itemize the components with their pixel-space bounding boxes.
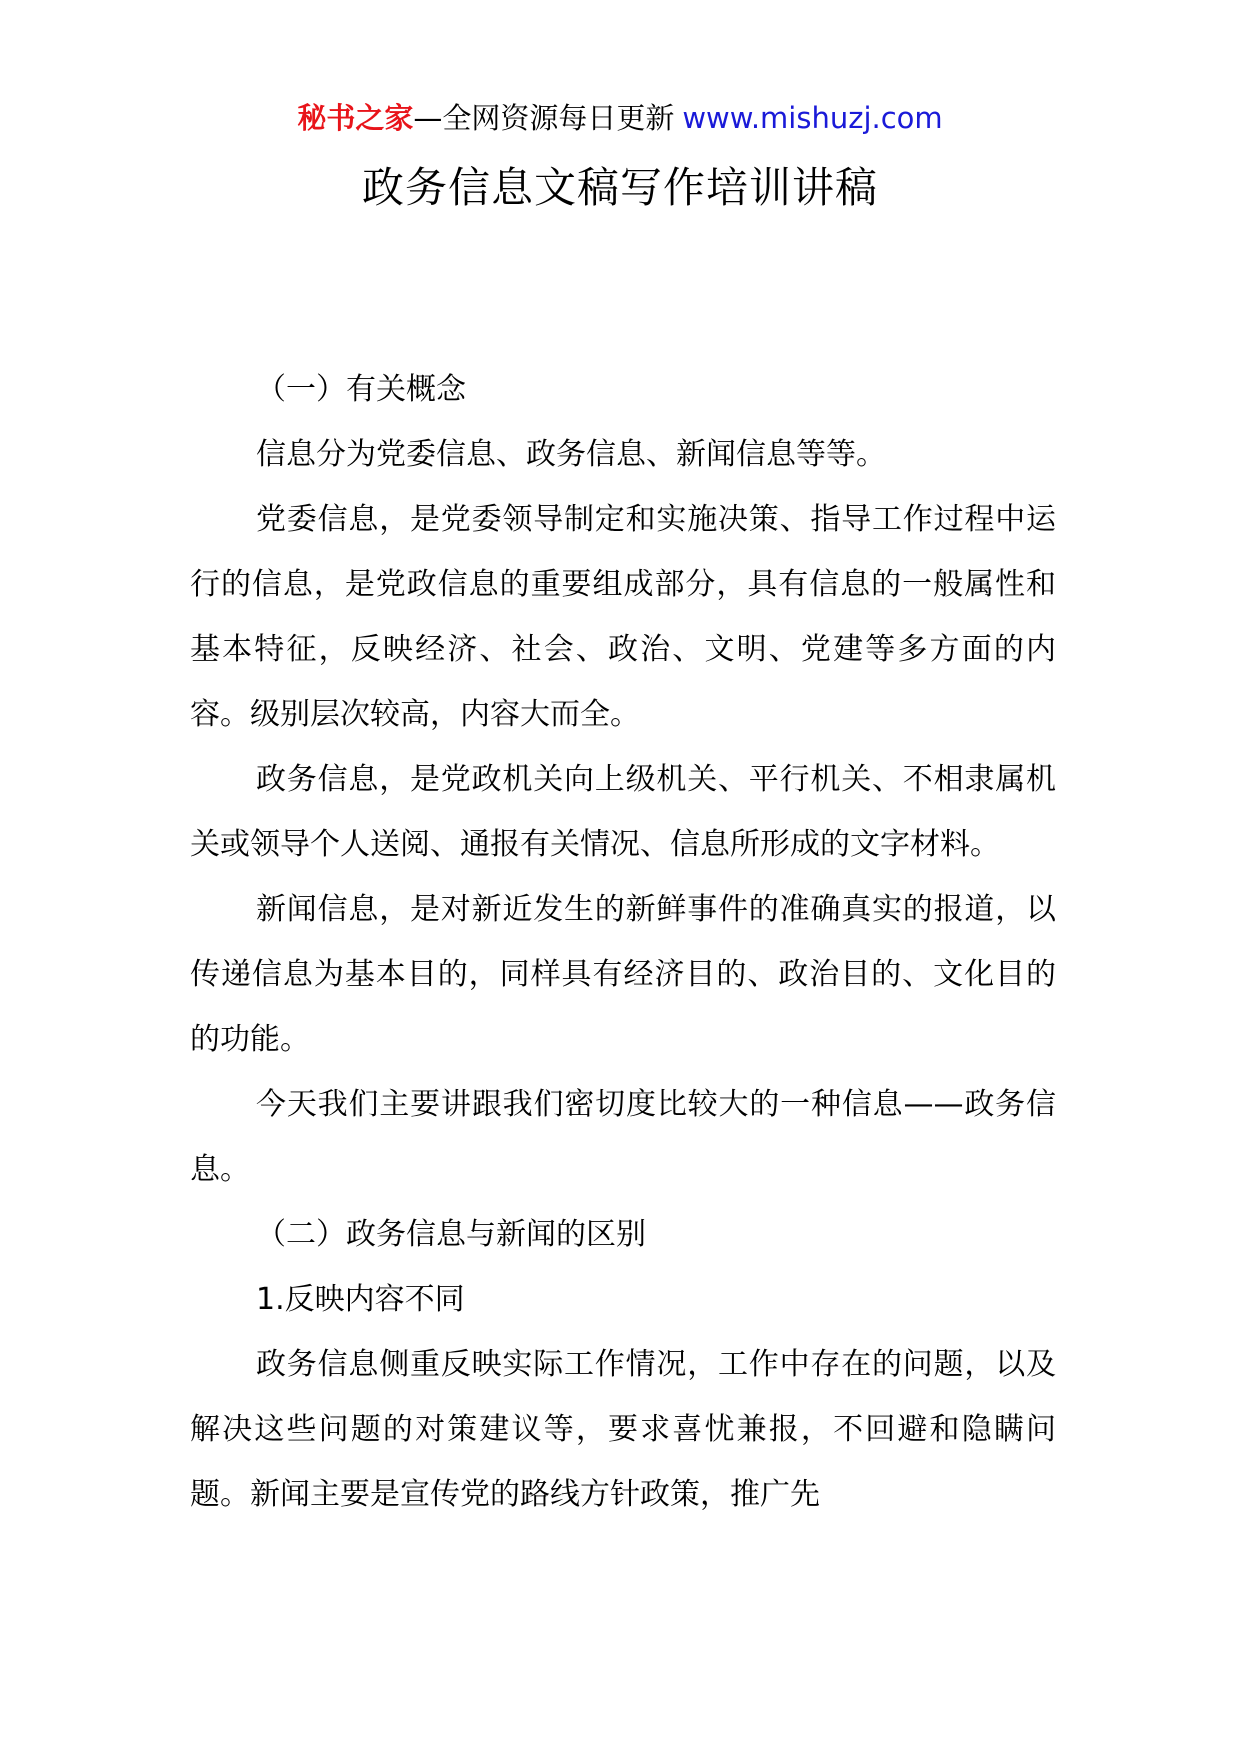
- brand-name: 秘书之家: [297, 101, 414, 135]
- header-tagline: —全网资源每日更新: [413, 101, 675, 135]
- section-heading: （一）有关概念: [256, 372, 466, 407]
- site-header: [0, 98, 1240, 138]
- document-body: [190, 357, 1056, 1527]
- site-url-link[interactable]: www.mishuzj.com: [682, 101, 943, 135]
- subsection-heading: 1.反映内容不同: [256, 1282, 465, 1317]
- paragraph: 党委信息，是党委领导制定和实施决策、指导工作过程中运行的信息，是党政信息的重要组成部分，具有信息的一般属性和基本特征，反映经济、社会、政治、文明、党建等多方面的内容。级别层次较高，内容大而全。: [190, 502, 1056, 732]
- paragraph: 信息分为党委信息、政务信息、新闻信息等等。: [256, 437, 886, 472]
- paragraph: 政务信息侧重反映实际工作情况，工作中存在的问题，以及解决这些问题的对策建议等，要求喜忧兼报，不回避和隐瞒问题。新闻主要是宣传党的路线方针政策，推广先: [190, 1347, 1056, 1512]
- section-heading: （二）政务信息与新闻的区别: [256, 1217, 646, 1252]
- paragraph: 今天我们主要讲跟我们密切度比较大的一种信息——政务信息。: [190, 1087, 1056, 1187]
- paragraph: 政务信息，是党政机关向上级机关、平行机关、不相隶属机关或领导个人送阅、通报有关情况、信息所形成的文字材料。: [190, 762, 1056, 862]
- document-title: 政务信息文稿写作培训讲稿: [361, 163, 878, 212]
- paragraph: 新闻信息，是对新近发生的新鲜事件的准确真实的报道，以传递信息为基本目的，同样具有经济目的、政治目的、文化目的的功能。: [190, 892, 1056, 1057]
